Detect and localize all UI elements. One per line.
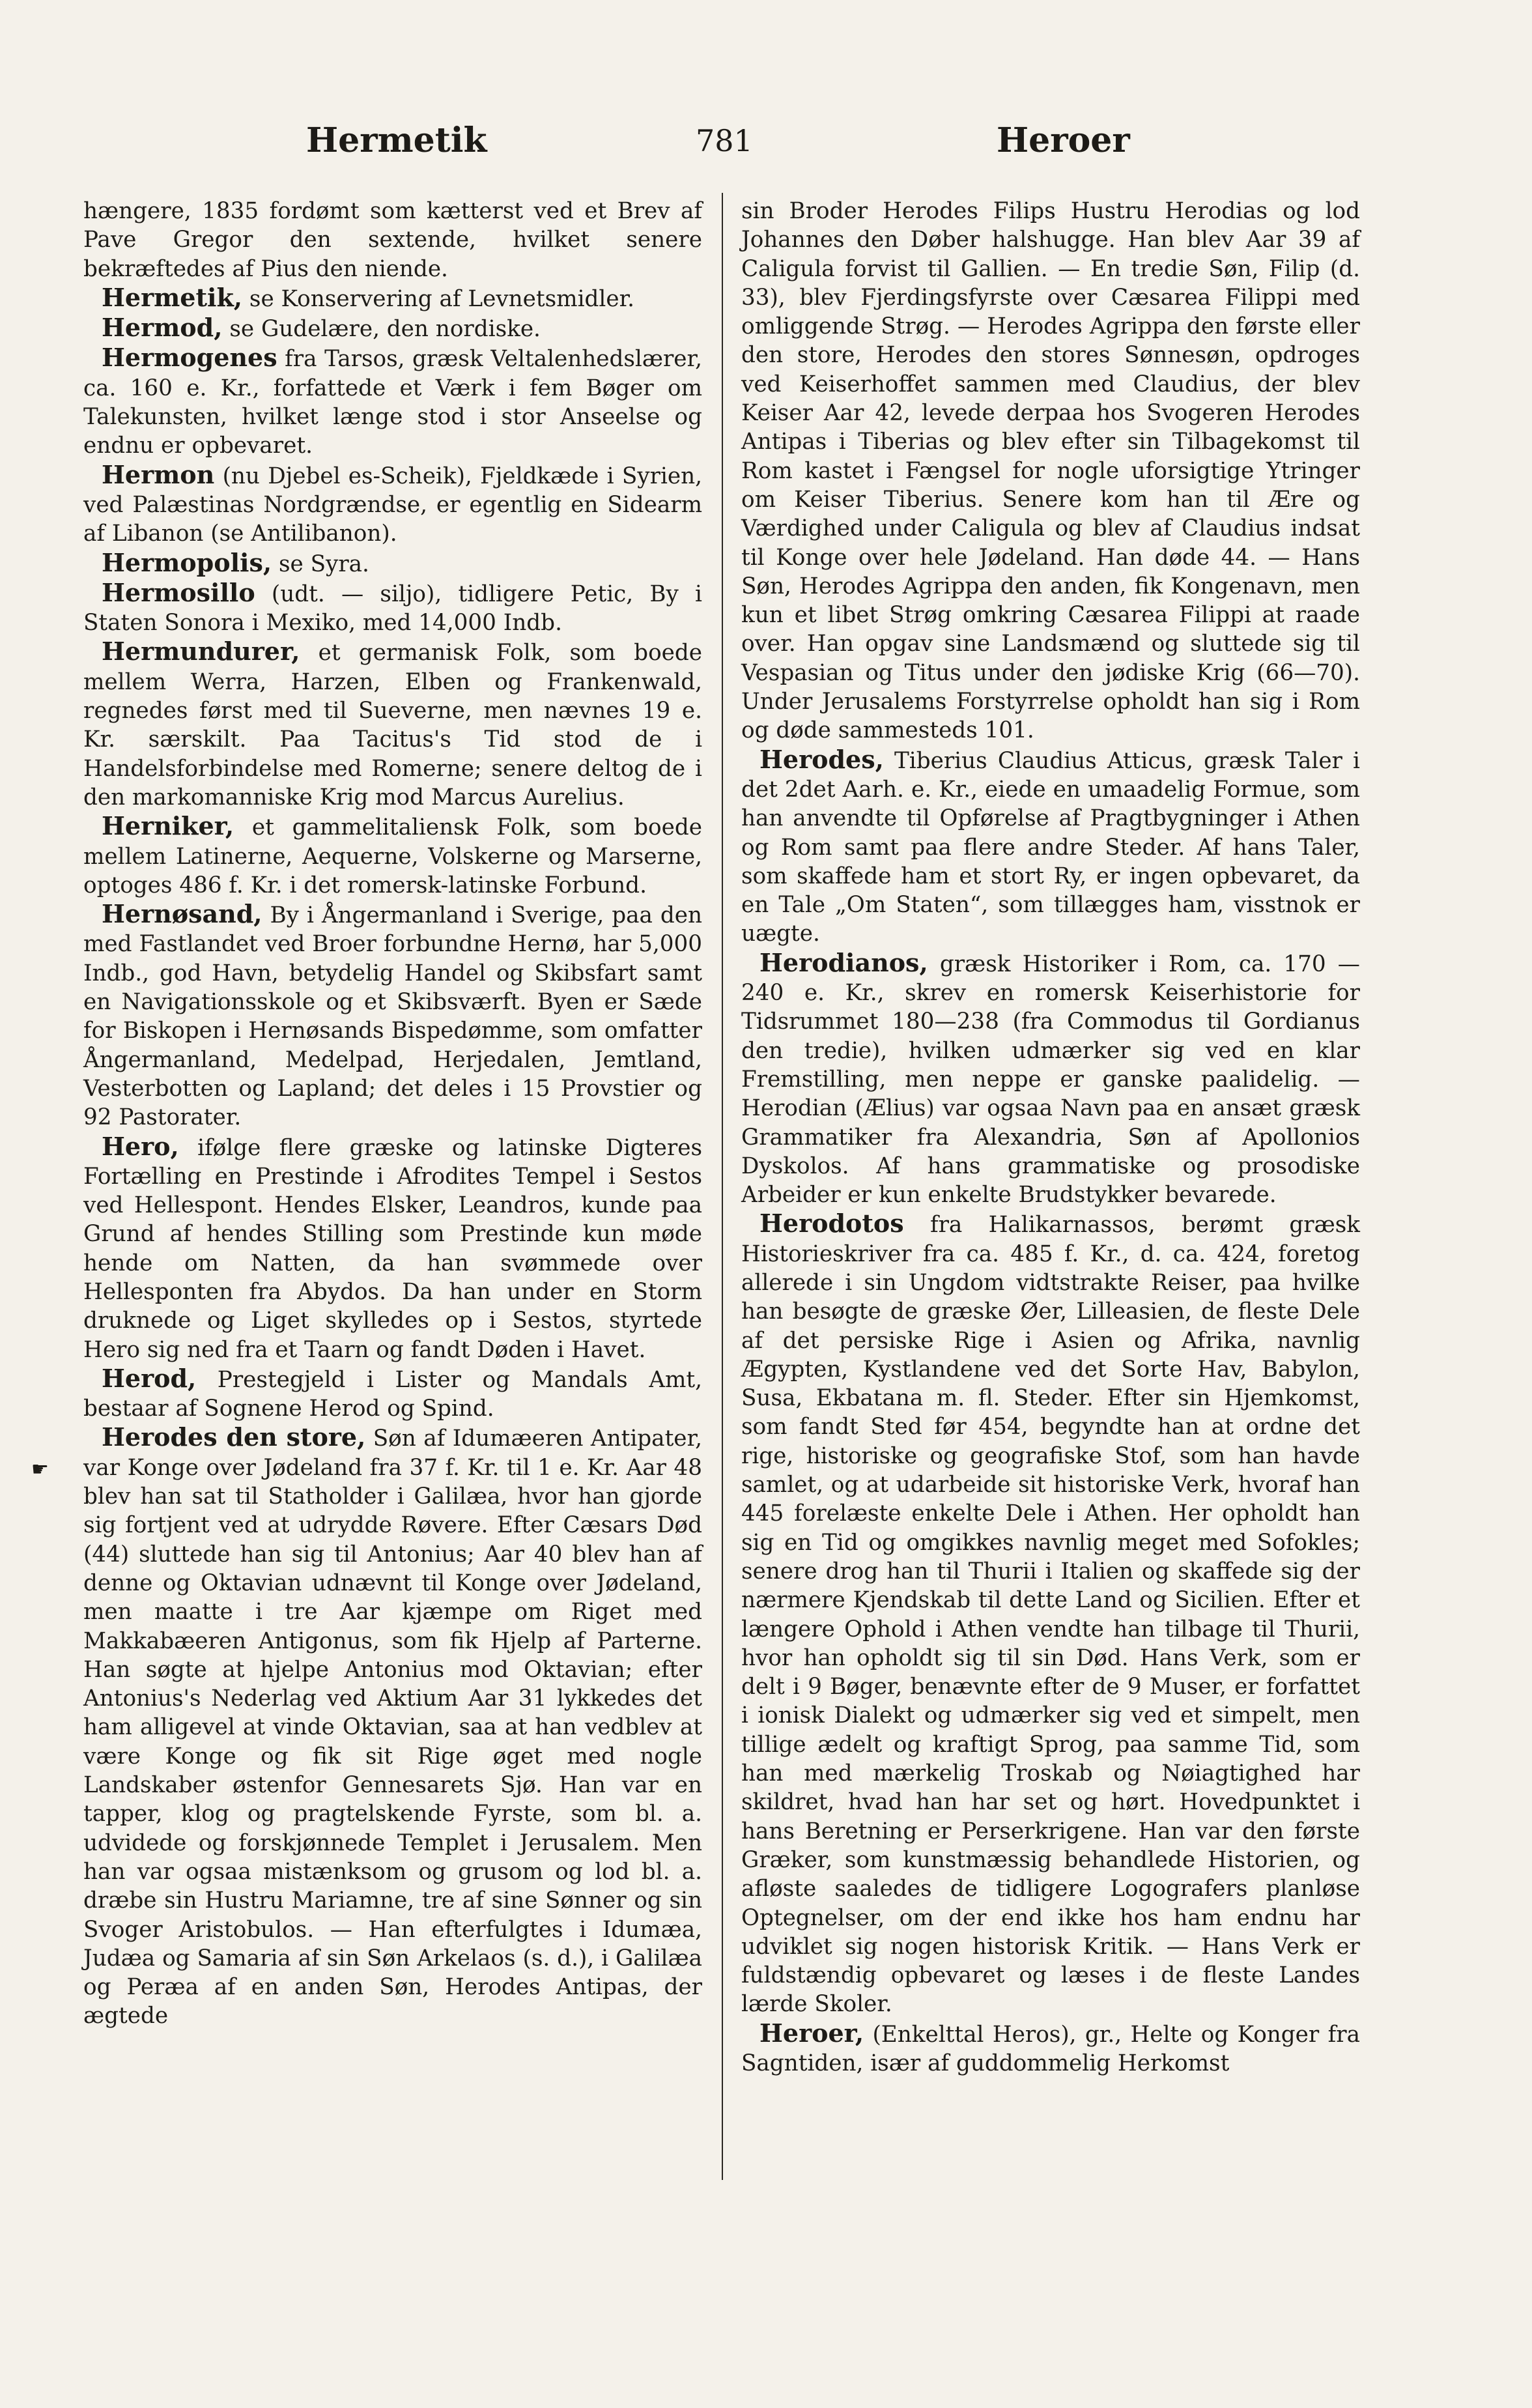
entry: Herodes den store, Søn af Idumæeren Antipater, var Konge over Jødeland fra 37 f. Kr. til 1 e. Kr. Aar 48 blev han sat til Statholder i Galilæa, hvor han gjorde sig fortjent ved at udrydde Røvere. Efter Cæsars Død (44) sluttede han sig til Antonius; Aar 40 blev han af denne og Oktavian udnævnt til Konge over Jødeland, men maatte i tre Aar kjæmpe om Riget med Makkabæeren Antigonus, som fik Hjelp af Parterne. Han søgte at hjelpe Antonius mod Oktavian; efter Antonius's Nederlag ved Aktium Aar 31 lykkedes det ham alligevel at vinde Oktavian, saa at han vedblev at være Konge og fik sit Rige øget med nogle Landskaber østenfor Gennesarets Sjø. Han var en tapper, klog og pragtelskende Fyrste, som bl. a. udvidede og forskjønnede Templet i Jerusalem. Men han var ogsaa mistænksom og grusom og lod bl. a. dræbe sin Hustru Mariamne, tre af sine Sønner og sin Svoger Aristobulos. — Han efterfulgtes i Idumæa, Judæa og Samaria af sin Søn Arkelaos (s. d.), i Galilæa og Peræa af en anden Søn, Herodes Antipas, der ægtede [83, 1422, 702, 2029]
column-divider [722, 193, 723, 2180]
running-header [0, 121, 1532, 173]
entry: Herod, Prestegjeld i Lister og Mandals Amt, bestaar af Sognene Herod og Spind. [83, 1363, 702, 1422]
entry: hængere, 1835 fordømt som kætterst ved et Brev af Pave Gregor den sextende, hvilket senere bekræftedes af Pius den niende. [83, 198, 702, 282]
entry: Hermogenes fra Tarsos, græsk Veltalenhedslærer, ca. 160 e. Kr., forfattede et Værk i fem Bøger om Talekunsten, hvilket længe stod i stor Anseelse og endnu er opbevaret. [83, 343, 702, 459]
entry: Herodes, Tiberius Claudius Atticus, græsk Taler i det 2det Aarh. e. Kr., eiede en umaadelig Formue, som han anvendte til Opførelse af Pragtbygninger i Athen og Rom samt paa flere andre Steder. Af hans Taler, som skaffede ham et stort Ry, er ingen opbevaret, da en Tale „Om Staten“, som tillægges ham, visstnok er uægte. [741, 744, 1360, 947]
entry: sin Broder Herodes Filips Hustru Herodias og lod Johannes den Døber halshugge. Han blev Aar 39 af Caligula forvist til Gallien. — En tredie Søn, Filip (d. 33), blev Fjerdingsfyrste over Cæsarea Filippi med omliggende Strøg. — Herodes Agrippa den første eller den store, Herodes den stores Sønnesøn, opdroges ved Keiserhoffet sammen med Claudius, der blev Keiser Aar 42, levede derpaa hos Svogeren Herodes Antipas i Tiberias og blev efter sin Tilbagekomst til Rom kastet i Fængsel for nogle uforsigtige Ytringer om Keiser Tiberius. Senere kom han til Ære og Værdighed under Caligula og blev af Claudius indsat til Konge over hele Jødeland. Han døde 44. — Hans Søn, Herodes Agrippa den anden, fik Kongenavn, men kun et libet Strøg omkring Cæsarea Filippi at raade over. Han opgav sine Landsmænd og sluttede sig til Vespasian og Titus under den jødiske Krig (66—70). Under Jerusalems Forstyrrelse opholdt han sig i Rom og døde sammesteds 101. [741, 198, 1360, 744]
entry: Herodotos fra Halikarnassos, berømt græsk Historieskriver fra ca. 485 f. Kr., d. ca. 424, foretog allerede i sin Ungdom vidtstrakte Reiser, paa hvilke han besøgte de græske Øer, Lilleasien, de fleste Dele af det persiske Rige i Asien og Afrika, navnlig Ægypten, Kystlandene ved det Sorte Hav, Babylon, Susa, Ekbatana m. fl. Steder. Efter sin Hjemkomst, som fandt Sted før 454, begyndte han at ordne det rige, historiske og geografiske Stof, som han havde samlet, og at udarbeide sit historiske Verk, hvoraf han 445 forelæste enkelte Dele i Athen. Her opholdt han sig en Tid og omgikkes navnlig meget med Sofokles; senere drog han til Thurii i Italien og skaffede sig der nærmere Kjendskab til dette Land og Sicilien. Efter et længere Ophold i Athen vendte han tilbage til Thurii, hvor han opholdt sig til sin Død. Hans Verk, som er delt i 9 Bøger, benævnte efter de 9 Muser, er forfattet i ionisk Dialekt og udmærker sig ved et simpelt, men tillige ædelt og kraftigt Sprog, paa samme Tid, som han med mærkelig Troskab og Nøiagtighed har skildret, hvad han har set og hørt. Hovedpunktet i hans Beretning er Perserkrigene. Han var den første Græker, som kunstmæssig behandlede Historien, og afløste saaledes de tidligere Logografers planløse Optegnelser, om der end ikke hos ham endnu har udviklet sig nogen historisk Kritik. — Hans Verk er fuldstændig opbevaret og læses i de fleste Landes lærde Skoler. [741, 1209, 1360, 2018]
entry: Hero, ifølge flere græske og latinske Digteres Fortælling en Prestinde i Afrodites Tempel i Sestos ved Hellespont. Hendes Elsker, Leandros, kunde paa Grund af hendes Stilling som Prestinde kun møde hende om Natten, da han svømmede over Hellesponten fra Abydos. Da han under en Storm druknede og Liget skylledes op i Sestos, styrtede Hero sig ned fra et Taarn og fandt Døden i Havet. [83, 1131, 702, 1363]
left-column [83, 195, 702, 2031]
entry: Hermopolis, se Syra. [102, 547, 369, 577]
margin-pointer-icon: ☛ [31, 1458, 49, 1481]
entry: Hermundurer, et germanisk Folk, som boede mellem Werra, Harzen, Elben og Frankenwald, regnedes først med til Sueverne, men nævnes 19 e. Kr. særskilt. Paa Tacitus's Tid stod de i Handelsforbindelse med Romerne; senere deltog de i den markomanniske Krig mod Marcus Aurelius. [83, 637, 702, 810]
entry: Heroer, (Enkelttal Heros), gr., Helte og Konger fra Sagntiden, især af guddommelig Herkomst [741, 2018, 1360, 2076]
entry: Hermetik, se Konservering af Levnetsmidler. [102, 282, 635, 312]
header-right-word: Heroer [997, 121, 1130, 160]
entry: Hermosillo (udt. — siljo), tidligere Petic, By i Staten Sonora i Mexiko, med 14,000 Indb. [83, 577, 702, 637]
header-left-word: Hermetik [306, 121, 487, 160]
entry: Hernøsand, By i Ångermanland i Sverige, paa den med Fastlandet ved Broer forbundne Hernø, har 5,000 Indb., god Havn, betydelig Handel og Skibsfart samt en Navigationsskole og et Skibsværft. Byen er Sæde for Biskopen i Hernøsands Bispedømme, som omfatter Ångermanland, Medelpad, Herjedalen, Jemtland, Vesterbotten og Lapland; det deles i 15 Provstier og 92 Pastorater. [83, 899, 702, 1131]
entry: Herodianos, græsk Historiker i Rom, ca. 170 — 240 e. Kr., skrev en romersk Keiserhistorie for Tidsrummet 180—238 (fra Commodus til Gordianus den tredie), hvilken udmærker sig ved en klar Fremstilling, men neppe er ganske paalidelig. — Herodian (Ælius) var ogsaa Navn paa en ansæt græsk Grammatiker fra Alexandria, Søn af Apollonios Dyskolos. Af hans grammatiske og prosodiske Arbeider er kun enkelte Brudstykker bevarede. [741, 947, 1360, 1209]
entry: Hermod, se Gudelære, den nordiske. [102, 313, 541, 343]
entry: Hermon (nu Djebel es-Scheik), Fjeldkæde i Syrien, ved Palæstinas Nordgrændse, er egentlig en Sidearm af Libanon (se Antilibanon). [83, 459, 702, 547]
right-column [741, 195, 1360, 2078]
page-number: 781 [696, 123, 753, 158]
entry: Herniker, et gammelitaliensk Folk, som boede mellem Latinerne, Aequerne, Volskerne og Marserne, optoges 486 f. Kr. i det romersk-latinske Forbund. [83, 811, 702, 898]
